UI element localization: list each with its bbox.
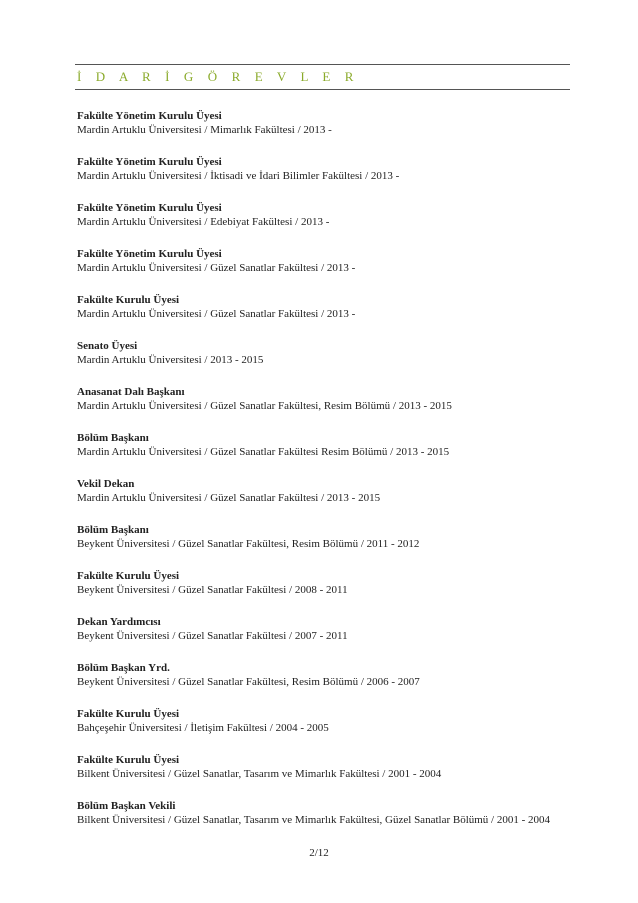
entry-item <box>77 615 567 643</box>
entry-title: Dekan Yardımcısı <box>77 616 161 628</box>
entry-title: Fakülte Kurulu Üyesi <box>77 570 180 582</box>
entry-item <box>77 707 567 735</box>
entry-detail: Mardin Artuklu Üniversitesi / İktisadi ve İdari Bilimler Fakültesi / 2013 - <box>77 170 400 182</box>
entry-title: Anasanat Dalı Başkanı <box>77 386 185 398</box>
entry-title: Bölüm Başkanı <box>77 524 149 536</box>
entry-title: Bölüm Başkanı <box>77 432 149 444</box>
page-number: 2/12 <box>309 847 329 859</box>
entry-detail: Mardin Artuklu Üniversitesi / Güzel Sanatlar Fakültesi / 2013 - 2015 <box>77 492 381 504</box>
entry-detail: Mardin Artuklu Üniversitesi / Edebiyat Fakültesi / 2013 - <box>77 216 330 228</box>
entry-item <box>77 753 567 781</box>
entry-item <box>77 109 567 137</box>
entry-item <box>77 247 567 275</box>
entry-item <box>77 201 567 229</box>
entry-item <box>77 523 567 551</box>
entry-detail: Bilkent Üniversitesi / Güzel Sanatlar, Tasarım ve Mimarlık Fakültesi, Güzel Sanatlar Bölümü / 2001 - 2004 <box>77 814 551 826</box>
entry-detail: Mardin Artuklu Üniversitesi / Güzel Sanatlar Fakültesi / 2013 - <box>77 308 356 320</box>
entry-detail: Beykent Üniversitesi / Güzel Sanatlar Fakültesi / 2007 - 2011 <box>77 630 348 642</box>
entry-detail: Beykent Üniversitesi / Güzel Sanatlar Fakültesi, Resim Bölümü / 2011 - 2012 <box>77 538 420 550</box>
entry-item <box>77 293 567 321</box>
entry-detail: Bilkent Üniversitesi / Güzel Sanatlar, Tasarım ve Mimarlık Fakültesi / 2001 - 2004 <box>77 768 442 780</box>
entry-detail: Mardin Artuklu Üniversitesi / Mimarlık Fakültesi / 2013 - <box>77 124 332 136</box>
entry-item <box>77 431 567 459</box>
entry-list <box>77 109 567 845</box>
entry-detail: Bahçeşehir Üniversitesi / İletişim Fakültesi / 2004 - 2005 <box>77 722 329 734</box>
entry-title: Fakülte Kurulu Üyesi <box>77 294 180 306</box>
entry-detail: Mardin Artuklu Üniversitesi / 2013 - 2015 <box>77 354 264 366</box>
entry-item <box>77 799 567 827</box>
entry-item <box>77 477 567 505</box>
entry-item <box>77 339 567 367</box>
entry-title: Fakülte Kurulu Üyesi <box>77 708 180 720</box>
entry-detail: Beykent Üniversitesi / Güzel Sanatlar Fakültesi, Resim Bölümü / 2006 - 2007 <box>77 676 420 688</box>
entry-title: Bölüm Başkan Yrd. <box>77 662 170 674</box>
entry-detail: Mardin Artuklu Üniversitesi / Güzel Sanatlar Fakültesi / 2013 - <box>77 262 356 274</box>
entry-detail: Beykent Üniversitesi / Güzel Sanatlar Fakültesi / 2008 - 2011 <box>77 584 348 596</box>
section-header <box>75 64 570 90</box>
entry-title: Fakülte Yönetim Kurulu Üyesi <box>77 248 222 260</box>
section-title: İ D A R İ G Ö R E V L E R <box>77 69 360 84</box>
entry-item <box>77 569 567 597</box>
entry-detail: Mardin Artuklu Üniversitesi / Güzel Sanatlar Fakültesi Resim Bölümü / 2013 - 2015 <box>77 446 450 458</box>
entry-title: Fakülte Kurulu Üyesi <box>77 754 180 766</box>
entry-item <box>77 661 567 689</box>
entry-detail: Mardin Artuklu Üniversitesi / Güzel Sanatlar Fakültesi, Resim Bölümü / 2013 - 2015 <box>77 400 452 412</box>
entry-title: Fakülte Yönetim Kurulu Üyesi <box>77 156 222 168</box>
entry-title: Fakülte Yönetim Kurulu Üyesi <box>77 202 222 214</box>
entry-title: Senato Üyesi <box>77 340 138 352</box>
entry-title: Bölüm Başkan Vekili <box>77 800 176 812</box>
entry-item <box>77 385 567 413</box>
entry-title: Vekil Dekan <box>77 478 135 490</box>
entry-title: Fakülte Yönetim Kurulu Üyesi <box>77 110 222 122</box>
entry-item <box>77 155 567 183</box>
